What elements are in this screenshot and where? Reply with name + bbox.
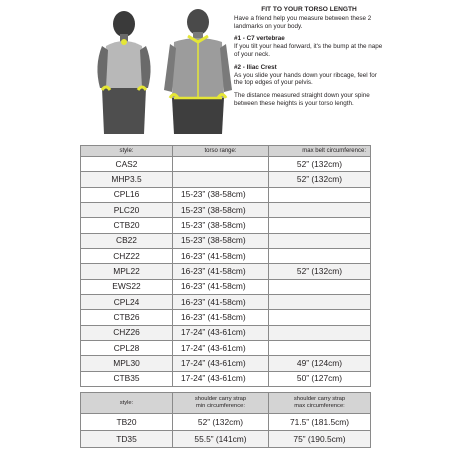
- torso-range-cell: 16-23” (41-58cm): [173, 249, 269, 264]
- strap-min-column-header: [173, 393, 269, 414]
- style-cell: EWS22: [81, 279, 173, 294]
- torso-range-cell: 16-23” (41-58cm): [173, 279, 269, 294]
- step1-title: #1 - C7 vertebrae: [234, 35, 285, 43]
- strap-max-header-line1: shoulder carry strap: [293, 396, 346, 403]
- size-table-row: [81, 157, 371, 172]
- strap-max-cell: 75” (190.5cm): [269, 431, 371, 448]
- size-table-row: [81, 218, 371, 233]
- style-cell: MHP3.5: [81, 172, 173, 187]
- size-table-row: [81, 279, 371, 294]
- size-table-row: [81, 264, 371, 279]
- size-table-row: [81, 249, 371, 264]
- torso-measurement-illustration: [80, 6, 240, 134]
- belt-circumference-cell: [269, 249, 371, 264]
- torso-range-cell: 17-24” (43-61cm): [173, 356, 269, 371]
- instructions-title: FIT TO YOUR TORSO LENGTH: [261, 6, 357, 13]
- shoulder-strap-table: [80, 392, 371, 448]
- belt-circumference-cell: 52” (132cm): [269, 264, 371, 279]
- torso-range-cell: 15-23” (38-58cm): [173, 233, 269, 248]
- style-cell: CB22: [81, 233, 173, 248]
- strap-max-column-header: [269, 393, 371, 414]
- style-cell: CPL28: [81, 341, 173, 356]
- belt-circumference-cell: 50” (127cm): [269, 371, 371, 386]
- torso-range-cell: [173, 157, 269, 172]
- step2-title: #2 - Iliac Crest: [234, 63, 277, 71]
- size-table-row: [81, 187, 371, 202]
- fit-instructions: [234, 6, 384, 108]
- torso-range-cell: 15-23” (38-58cm): [173, 187, 269, 202]
- belt-column-header: max belt circumference:: [269, 146, 371, 157]
- strap-min-cell: 55.5” (141cm): [173, 431, 269, 448]
- woman-figure: [97, 11, 150, 134]
- style-cell: CAS2: [81, 157, 173, 172]
- strap-style-cell: TB20: [81, 414, 173, 431]
- belt-circumference-cell: [269, 295, 371, 310]
- size-table-row: [81, 341, 371, 356]
- belt-circumference-cell: 52” (132cm): [269, 157, 371, 172]
- size-table-row: [81, 172, 371, 187]
- torso-size-table: [80, 145, 371, 387]
- style-cell: PLC20: [81, 203, 173, 218]
- style-cell: MPL22: [81, 264, 173, 279]
- size-table-row: [81, 203, 371, 218]
- strap-min-header-line2: min circumference:: [196, 403, 245, 409]
- torso-range-cell: 15-23” (38-58cm): [173, 203, 269, 218]
- belt-circumference-cell: 49” (124cm): [269, 356, 371, 371]
- style-cell: CTB35: [81, 371, 173, 386]
- torso-range-cell: 17-24” (43-61cm): [173, 341, 269, 356]
- step2-text: As you slide your hands down your ribcage, feel for the top edges of your pelvis.: [234, 71, 377, 87]
- instructions-intro: Have a friend help you measure between these 2 landmarks on your body.: [234, 14, 372, 30]
- style-column-header: style:: [81, 146, 173, 157]
- strap-table-row: [81, 414, 371, 431]
- size-table-row: [81, 371, 371, 386]
- strap-table-row: [81, 431, 371, 448]
- style-cell: CPL24: [81, 295, 173, 310]
- style-cell: CTB26: [81, 310, 173, 325]
- torso-range-cell: 17-24” (43-61cm): [173, 371, 269, 386]
- instructions-outro: The distance measured straight down your spine between these heights is your torso length.: [234, 92, 370, 107]
- style-cell: CTB20: [81, 218, 173, 233]
- torso-range-cell: 16-23” (41-58cm): [173, 310, 269, 325]
- strap-style-cell: TD35: [81, 431, 173, 448]
- belt-circumference-cell: [269, 279, 371, 294]
- strap-max-cell: 71.5” (181.5cm): [269, 414, 371, 431]
- c7-marker-icon: [121, 39, 127, 45]
- size-table-row: [81, 233, 371, 248]
- strap-min-header-line1: shoulder carry strap: [194, 396, 247, 403]
- strap-min-cell: 52” (132cm): [173, 414, 269, 431]
- belt-circumference-cell: [269, 341, 371, 356]
- size-table-row: [81, 310, 371, 325]
- style-cell: CHZ26: [81, 325, 173, 340]
- strap-table-header: [81, 393, 371, 414]
- torso-range-cell: [173, 172, 269, 187]
- torso-range-cell: 16-23” (41-58cm): [173, 295, 269, 310]
- torso-range-cell: 15-23” (38-58cm): [173, 218, 269, 233]
- size-table-row: [81, 325, 371, 340]
- man-figure: [164, 9, 232, 134]
- torso-range-cell: 17-24” (43-61cm): [173, 325, 269, 340]
- belt-circumference-cell: [269, 203, 371, 218]
- style-cell: CPL16: [81, 187, 173, 202]
- style-cell: MPL30: [81, 356, 173, 371]
- size-table-row: [81, 356, 371, 371]
- belt-circumference-cell: [269, 310, 371, 325]
- step1-text: If you tilt your head forward, it's the bump at the nape of your neck.: [234, 43, 383, 58]
- torso-range-cell: 16-23” (41-58cm): [173, 264, 269, 279]
- size-table-header: [81, 146, 371, 157]
- strap-style-column-header: style:: [81, 393, 173, 414]
- size-table-row: [81, 295, 371, 310]
- torso-range-column-header: torso range:: [173, 146, 269, 157]
- belt-circumference-cell: 52” (132cm): [269, 172, 371, 187]
- belt-circumference-cell: [269, 218, 371, 233]
- style-cell: CHZ22: [81, 249, 173, 264]
- belt-circumference-cell: [269, 187, 371, 202]
- belt-circumference-cell: [269, 233, 371, 248]
- strap-max-header-line2: max circumference:: [294, 403, 345, 409]
- belt-circumference-cell: [269, 325, 371, 340]
